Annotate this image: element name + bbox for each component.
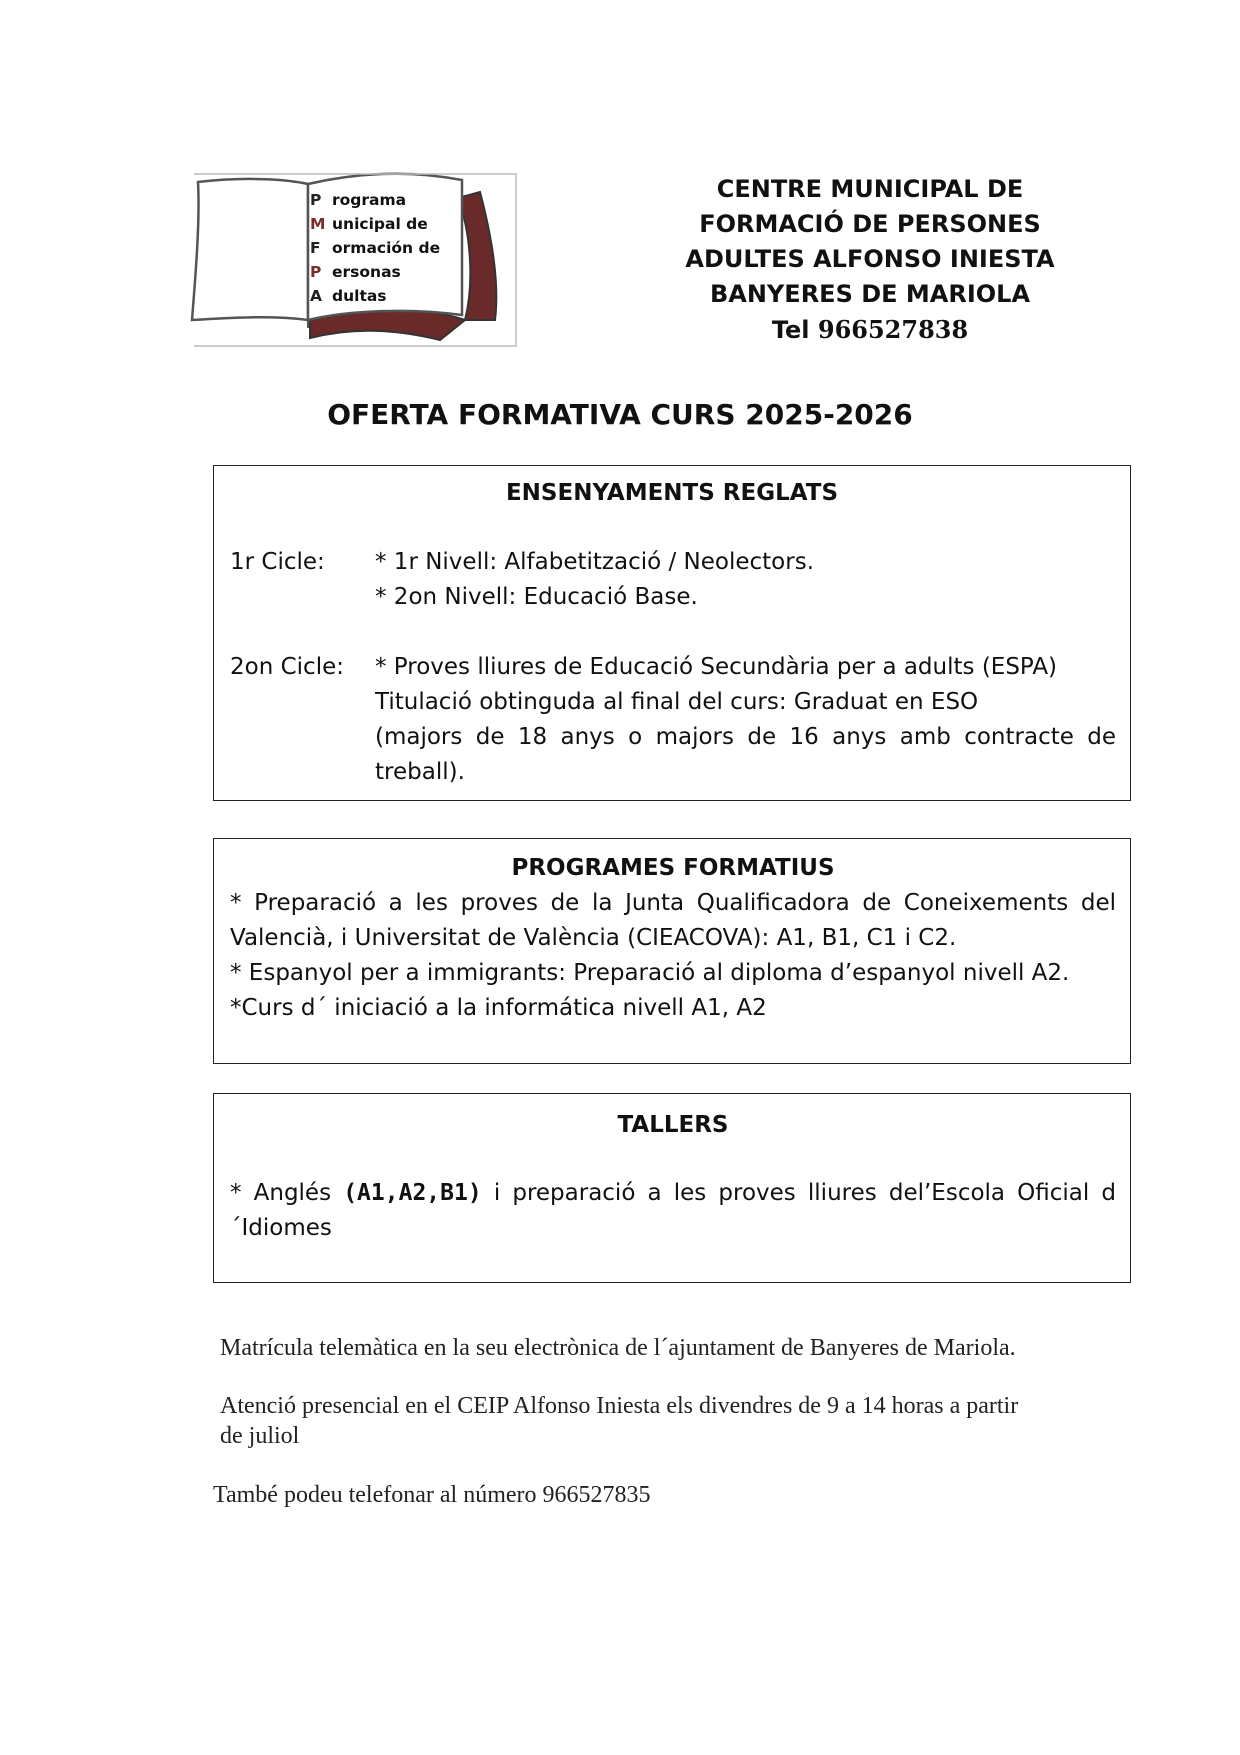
- logo-cap: P: [310, 191, 322, 209]
- programes-item: * Preparació a les proves de la Junta Qualificadora de Coneixements del Valencià, i Universitat de València (CIEACOVA): A1, B1, C1 i C2.: [230, 890, 1116, 951]
- tallers-item: [230, 1176, 1116, 1246]
- cicle2-item: * Proves lliures de Educació Secundària per a adults (ESPA): [375, 654, 1058, 680]
- tel-label: Tel: [771, 316, 810, 344]
- telephone-line: [650, 312, 1090, 348]
- programes-heading: PROGRAMES FORMATIUS: [511, 855, 835, 881]
- programes-item: * Espanyol per a immigrants: Preparació al diploma d’espanyol nivell A2.: [230, 960, 1070, 986]
- logo-line: [310, 212, 440, 236]
- atencio-line: Atenció presencial en el CEIP Alfonso Iniesta els divendres de 9 a 14 horas a partir: [220, 1393, 1019, 1419]
- header-line: ADULTES ALFONSO INIESTA: [685, 245, 1055, 273]
- tallers-prefix: * Anglés: [230, 1180, 344, 1206]
- programes-item: *Curs d´ iniciació a la informática nivell A1, A2: [230, 995, 767, 1021]
- tallers-box: [213, 1093, 1131, 1283]
- cicle2-item: (majors de 18 anys o majors de 16 anys amb contracte de treball).: [375, 724, 1116, 785]
- logo-cap: A: [310, 287, 322, 305]
- logo-cap: M: [310, 215, 326, 233]
- logo-rest: dultas: [332, 287, 387, 305]
- logo-line: [310, 260, 440, 284]
- matricula-text: Matrícula telemàtica en la seu electrònica de l´ajuntament de Banyeres de Mariola.: [220, 1335, 1016, 1361]
- logo-line: [310, 284, 440, 308]
- cicle1-item: * 1r Nivell: Alfabetització / Neolectors.: [375, 549, 814, 575]
- tallers-levels: (A1,A2,B1): [343, 1180, 482, 1206]
- logo-line: [310, 188, 440, 212]
- ensenyaments-box: [213, 465, 1131, 801]
- logo-rest: ormación de: [332, 239, 441, 257]
- logo-rest: ersonas: [332, 263, 401, 281]
- ensenyaments-heading: ENSENYAMENTS REGLATS: [505, 480, 839, 506]
- cicle2-label: 2on Cicle:: [230, 654, 344, 680]
- cicle2-item: Titulació obtinguda al final del curs: Graduat en ESO: [375, 689, 979, 715]
- telefon-text: També podeu telefonar al número 966527835: [213, 1482, 651, 1508]
- logo-rest: rograma: [332, 191, 407, 209]
- pmfpa-logo: [190, 170, 520, 350]
- logo-line: [310, 236, 440, 260]
- header-line: CENTRE MUNICIPAL DE: [716, 175, 1024, 203]
- atencio-text: [220, 1391, 1018, 1451]
- cicle1-label: 1r Cicle:: [230, 549, 325, 575]
- logo-cap: F: [310, 239, 321, 257]
- programes-box: [213, 838, 1131, 1064]
- logo-rest: unicipal de: [332, 215, 428, 233]
- tallers-heading: TALLERS: [617, 1112, 729, 1138]
- cicle1-item: * 2on Nivell: Educació Base.: [375, 584, 698, 610]
- header-line: BANYERES DE MARIOLA: [709, 280, 1031, 308]
- tallers-suffix: i preparació a les proves lliures del’Escola Oficial d´Idiomes: [230, 1180, 1116, 1241]
- logo-cap: P: [310, 263, 322, 281]
- atencio-line: de juliol: [220, 1423, 300, 1449]
- centre-header: [650, 172, 1090, 348]
- header-line: FORMACIÓ DE PERSONES: [699, 210, 1041, 238]
- page-title: OFERTA FORMATIVA CURS 2025-2026: [327, 398, 913, 431]
- tel-number: 966527838: [817, 315, 969, 344]
